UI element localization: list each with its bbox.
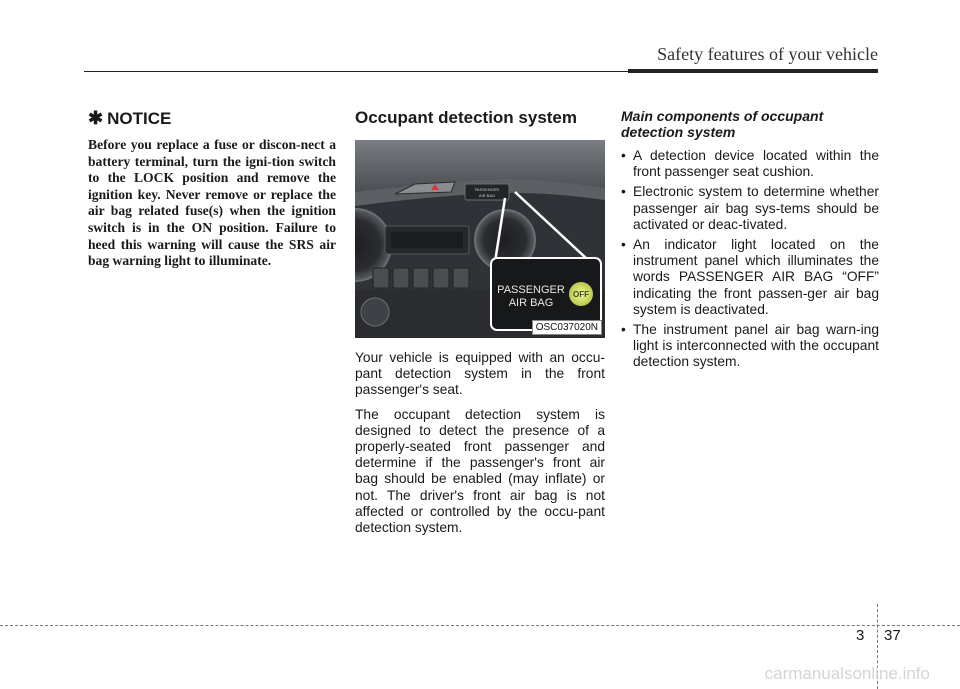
section-heading: Occupant detection system (355, 108, 578, 127)
callout-off-indicator: OFF (573, 290, 589, 299)
figure-code: OSC037020N (532, 320, 602, 335)
dashboard-illustration (355, 140, 605, 338)
page-number: 37 (884, 627, 901, 644)
header-title: Safety features of your vehicle (657, 44, 878, 64)
list-item: • The instrument panel air bag warn-ing light is interconnected with the occupant detection system. (621, 322, 879, 371)
callout-label-line2: AIR BAG (508, 297, 554, 309)
watermark: carmanualsonline.info (764, 664, 930, 683)
list-item: • An indicator light located on the instrument panel which illuminates the words PASSENGER AIR BAG “OFF” indicating the front passen-ger air bag system is deactivated. (621, 237, 879, 318)
panel-label-line2: AIR BAG (478, 193, 496, 198)
dashboard-figure (355, 140, 605, 338)
occupant-column (355, 108, 605, 536)
chapter-number: 3 (856, 627, 865, 644)
components-column (621, 108, 879, 375)
notice-body: Before you replace a fuse or discon-nect a battery terminal, turn the igni-tion switch to the LOCK position and remove the ignition key. Never remove or replace the air bag related fuse(s) when the ignition switch is in the ON position. Failure to heed this warning will cause the SRS air bag warning light to illuminate. (88, 137, 336, 269)
components-list (621, 148, 879, 371)
notice-heading (88, 108, 336, 129)
list-item: • A detection device located within the front passenger seat cushion. (621, 148, 879, 180)
components-heading: Main components of occupant detection system (621, 108, 824, 140)
occupant-paragraph-1: Your vehicle is equipped with an occu-pant detection system in the front passenger's seat. (355, 350, 605, 398)
notice-column (88, 108, 336, 270)
notice-heading-text: NOTICE (107, 108, 172, 128)
occupant-paragraph-2: The occupant detection system is designed to detect the presence of a properly-seated front passenger and determine if the passenger's front air bag should be enabled (may inflate) or not. The driver's front air bag is not affected or controlled by the occu-pant detection system. (355, 406, 605, 536)
callout-label-line1: PASSENGER (497, 284, 565, 296)
star-bullet-icon: ✱ (88, 108, 104, 128)
header-rule-accent (628, 69, 878, 73)
list-item: • Electronic system to determine whether passenger air bag sys-tems should be activated or deac-tivated. (621, 184, 879, 233)
panel-label-line1: PASSENGER (474, 187, 500, 192)
footer-rule (0, 625, 960, 626)
